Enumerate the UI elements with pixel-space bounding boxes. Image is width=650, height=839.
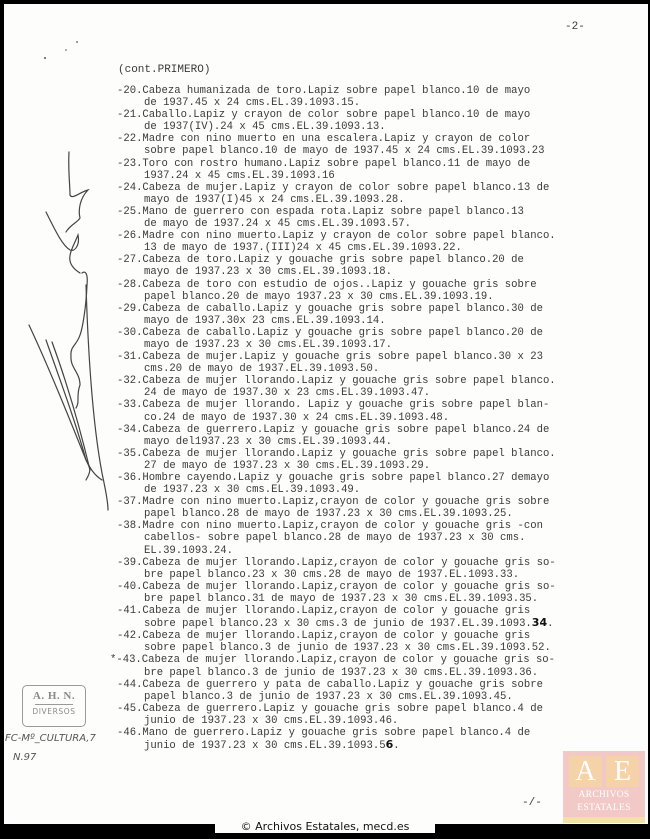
entry-line: bre papel blanco.3 de junio de 1937.23 x 30 cms.EL.39.1093.36.	[144, 666, 539, 679]
catalog-entry-34	[117, 424, 587, 448]
entry-line: 24 de mayo de 1937.30 x 23 cms.EL.39.1093.47.	[144, 387, 431, 400]
handwritten-number: N.97	[13, 752, 37, 763]
catalog-entries	[110, 85, 587, 753]
catalog-entry-36	[117, 472, 587, 496]
continuation-mark: -/-	[522, 797, 542, 809]
catalog-entry-41	[117, 605, 587, 630]
entry-line: -26.Madre con nino muerto.Lapiz y crayon de color sobre papel blanco.	[117, 230, 556, 243]
entry-line: junio de 1937.23 x 30 cms.EL.39.1093.46.	[144, 714, 399, 727]
catalog-entry-23	[117, 158, 587, 182]
entry-text: junio de 1937.23 x 30 cms.EL.39.1093.5	[144, 740, 386, 753]
catalog-entry-43	[110, 654, 587, 678]
logo-name-line1: ARCHIVOS	[578, 790, 630, 800]
entry-line: -31.Cabeza de mujer.Lapiz y gouache gris sobre papel blanco.30 x 23	[117, 351, 543, 364]
stamp-title: A. H. N.	[32, 690, 76, 702]
entry-line: -25.Mano de guerrero con espada rota.Lapiz sobre papel blanco.13	[117, 205, 524, 218]
logo-letter-e: E	[606, 756, 639, 787]
page-number: -2-	[565, 21, 585, 33]
copyright-text: © Archivos Estatales, mecd.es	[215, 820, 435, 833]
entry-line: -45.Cabeza de guerrero.Lapiz y gouache gris sobre papel blanco.4 de	[117, 702, 543, 715]
catalog-entry-26	[117, 230, 587, 254]
entry-line: -33.Cabeza de mujer llorando. Lapiz y gouache gris sobre papel blan-	[117, 399, 550, 412]
entry-line: -40.Cabeza de mujer llorando.Lapiz,crayon de color y gouache gris so-	[117, 580, 556, 593]
entry-line: papel blanco.3 de junio de 1937.23 x 30 cms.EL.39.1093.45.	[144, 690, 513, 703]
catalog-entry-45	[117, 703, 587, 727]
entry-line: cms.20 de mayo de 1937.EL.39.1093.50.	[144, 363, 380, 376]
catalog-entry-21	[117, 109, 587, 133]
entry-line: bre papel blanco.31 de mayo de 1937.23 x 30 cms.EL.39.1093.35.	[144, 592, 539, 605]
catalog-entry-30	[117, 327, 587, 351]
entry-line: co.24 de mayo de 1937.30 x 24 cms.EL.39.1093.48.	[144, 411, 450, 424]
catalog-entry-39	[117, 557, 587, 581]
entry-line: -28.Cabeza de toro con estudio de ojos..Lapiz y gouache gris sobre	[117, 278, 537, 291]
catalog-entry-25	[117, 206, 587, 230]
stamp-subtitle: DIVERSOS	[32, 707, 76, 716]
entry-line: mayo de 1937.30x 23 cms.EL.39.1093.14.	[144, 314, 386, 327]
entry-line: 27 de mayo de 1937.23 x 30 cms.EL.39.1093.29.	[144, 459, 431, 472]
entry-text: sobre papel blanco.23 x 30 cms.3 de junio de 1937.EL.39.1093.	[144, 618, 532, 631]
entry-line	[117, 739, 587, 752]
entry-line: mayo de 1937.23 x 30 cms.EL.39.1093.17.	[144, 338, 392, 351]
entry-line: -38.Madre con nino muerto.Lapiz,crayon de color y gouache gris -con	[117, 520, 543, 533]
archivos-estatales-logo	[563, 751, 645, 823]
entry-line: mayo de 1937(I)45 x 24 cms.EL.39.1093.28.	[144, 193, 405, 206]
entry-line: EL.39.1093.24.	[144, 544, 234, 557]
handwritten-correction: 34	[531, 616, 548, 630]
entry-line: -27.Cabeza de toro.Lapiz y gouache gris sobre papel blanco.20 de	[117, 254, 524, 267]
entry-text: .	[393, 740, 400, 753]
catalog-entry-27	[117, 254, 587, 278]
catalog-entry-38	[117, 520, 587, 556]
entry-text: .	[547, 618, 554, 631]
entry-line: *-43.Cabeza de mujer llorando.Lapiz,crayon de color y gouache gris so-	[110, 654, 556, 667]
handwritten-correction: 6	[385, 738, 394, 752]
entry-line: mayo del1937.23 x 30 cms.EL.39.1093.44.	[144, 435, 392, 448]
entry-line: -34.Cabeza de guerrero.Lapiz y gouache gris sobre papel blanco.24 de	[117, 423, 550, 436]
logo-strip	[563, 817, 645, 823]
logo-name-line2: ESTATALES	[577, 803, 631, 813]
catalog-entry-35	[117, 448, 587, 472]
stamp-divider	[35, 704, 73, 705]
entry-line: -20.Cabeza humanizada de toro.Lapiz sobre papel blanco.10 de mayo	[117, 85, 531, 97]
entry-line: 1937.24 x 45 cms.EL.39.1093.16	[144, 169, 335, 182]
catalog-entry-31	[117, 351, 587, 375]
logo-letter-a: A	[569, 756, 602, 787]
catalog-entry-32	[117, 375, 587, 399]
catalog-entry-28	[117, 279, 587, 303]
entry-line: cabellos- sobre papel blanco.28 de mayo de 1937.23 x 30 cms.	[144, 532, 526, 545]
handwritten-reference: FC-Mº_CULTURA,7	[5, 733, 96, 744]
entry-line: -41.Cabeza de mujer llorando.Lapiz,crayon de color y gouache gris	[117, 605, 531, 618]
entry-line: -42.Cabeza de mujer llorando.Lapiz,crayon de color y gouache gris	[117, 630, 531, 643]
entry-line: -36.Hombre cayendo.Lapiz y gouache gris sobre papel blanco.27 demayo	[117, 472, 550, 484]
entry-line	[117, 617, 587, 630]
entry-line: papel blanco.20 de mayo 1937.23 x 30 cms.EL.39.1093.19.	[144, 290, 494, 303]
catalog-entry-29	[117, 303, 587, 327]
entry-line: -37.Madre con nino muerto.Lapiz,crayon de color y gouache gris sobre	[117, 496, 550, 509]
entry-line: de 1937(IV).24 x 45 cms.EL.39.1093.13.	[144, 121, 386, 134]
entry-line: -23.Toro con rostro humano.Lapiz sobre papel blanco.11 de mayo de	[117, 157, 531, 170]
entry-line: bre papel blanco.23 x 30 cms.28 de mayo de 1937.EL.1093.33.	[144, 568, 520, 581]
catalog-entry-44	[117, 679, 587, 703]
catalog-entry-42	[117, 630, 587, 654]
catalog-entry-20	[117, 85, 587, 109]
entry-line: -30.Cabeza de caballo.Lapiz y gouache gris sobre papel blanco.20 de	[117, 326, 543, 339]
entry-line: sobre papel blanco.3 de junio de 1937.23 x 30 cms.EL.39.1093.52.	[144, 642, 551, 655]
entry-line: -35.Cabeza de mujer llorando.Lapiz y gouache gris sobre papel blanco.	[117, 447, 556, 460]
catalog-entry-37	[117, 496, 587, 520]
entry-line: -32.Cabeza de mujer llorando.Lapiz y gouache gris sobre papel blanco.	[117, 375, 556, 388]
entry-line: -21.Caballo.Lapiz y crayon de color sobre papel blanco.10 de mayo	[117, 109, 531, 122]
entry-line: -24.Cabeza de mujer.Lapiz y crayon de color sobre papel blanco.13 de	[117, 181, 550, 194]
entry-line: -22.Madre con nino muerto en una escalera.Lapiz y crayon de color	[117, 133, 531, 146]
entry-line: mayo de 1937.23 x 30 cms.EL.39.1093.18.	[144, 266, 392, 279]
archive-stamp	[22, 685, 86, 727]
catalog-entry-24	[117, 182, 587, 206]
entry-line: sobre papel blanco.10 de mayo de 1937.45 x 24 cms.EL.39.1093.23	[144, 145, 545, 158]
catalog-entry-33	[117, 399, 587, 423]
section-heading: (cont.PRIMERO)	[118, 64, 211, 76]
entry-line: de mayo de 1937.24 x 45 cms.EL.39.1093.57.	[144, 218, 412, 231]
entry-line: de 1937.45 x 24 cms.EL.39.1093.15.	[144, 97, 361, 110]
catalog-entry-46	[117, 727, 587, 752]
entry-line: 13 de mayo de 1937.(III)24 x 45 cms.EL.39.1093.22.	[144, 242, 462, 255]
entry-line: -29.Cabeza de caballo.Lapiz y gouache gris sobre papel blanco.30 de	[117, 302, 543, 315]
entry-line: papel blanco.28 de mayo de 1937.23 x 30 cms.EL.39.1093.25.	[144, 508, 513, 521]
entry-line: -39.Cabeza de mujer llorando.Lapiz,crayon de color y gouache gris so-	[117, 556, 556, 569]
entry-line: -46.Mano de guerrero.Lapiz y gouache gris sobre papel blanco.4 de	[117, 726, 531, 739]
entry-line: de 1937.23 x 30 cms.EL.39.1093.49.	[144, 484, 361, 497]
entry-line: -44.Cabeza de guerrero y pata de caballo.Lapiz y gouache gris sobre	[117, 678, 543, 691]
catalog-entry-40	[117, 581, 587, 605]
catalog-entry-22	[117, 133, 587, 157]
